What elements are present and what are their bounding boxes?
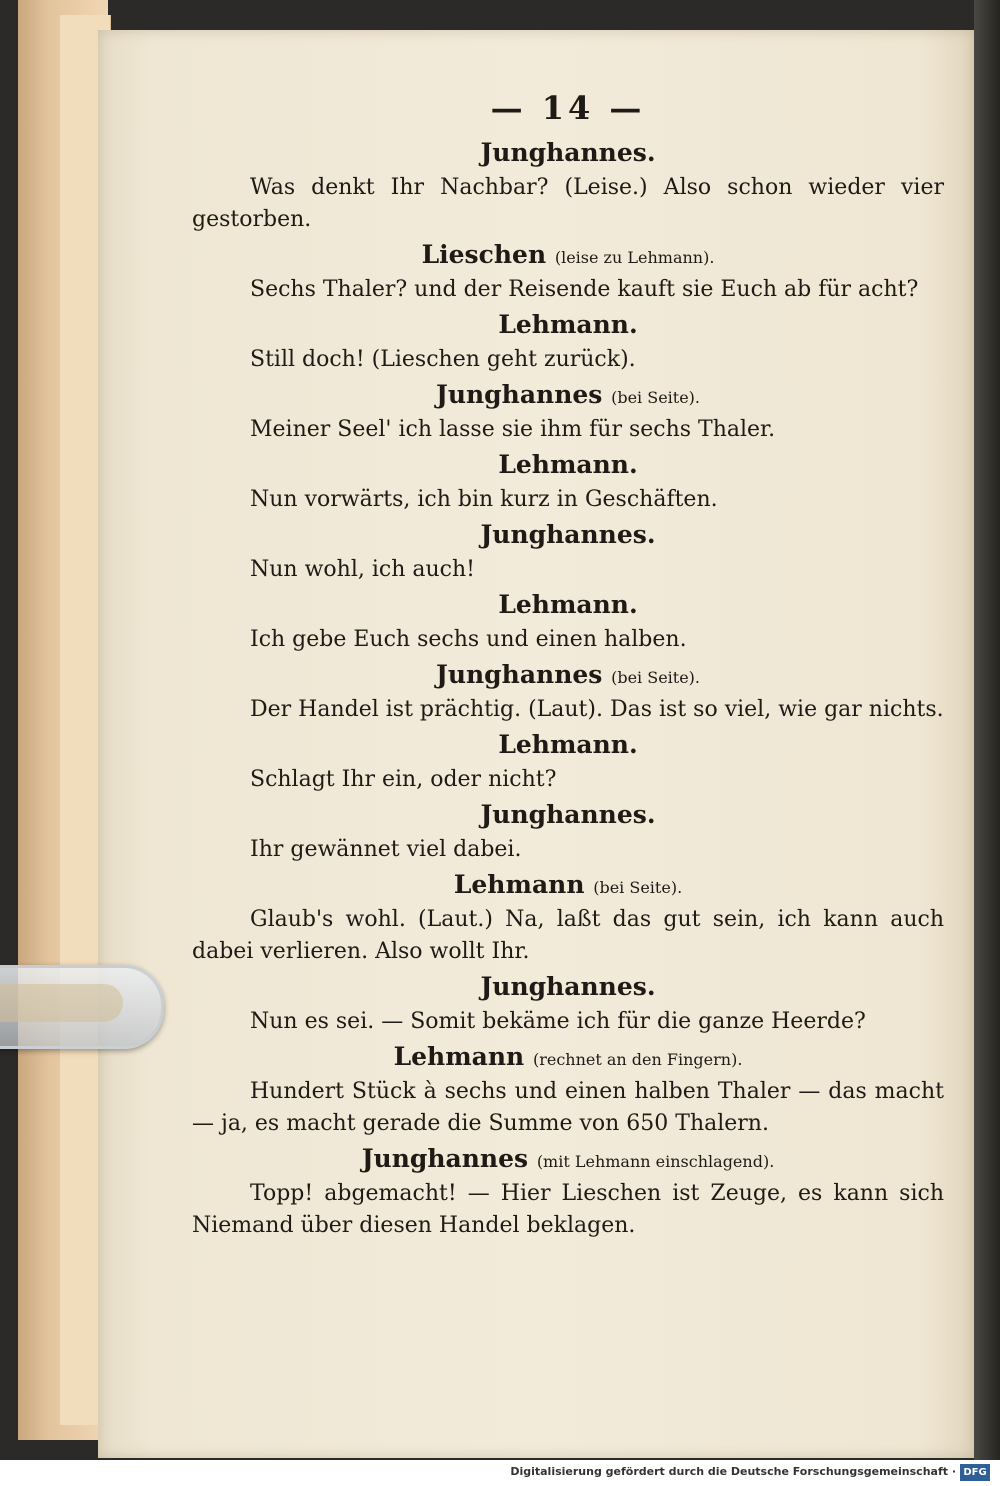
speaker-name: Junghannes [435,660,603,689]
paper-clip-inner [0,984,123,1022]
speaker-name: Junghannes. [480,972,656,1001]
speaker-heading [192,134,944,172]
stage-direction: (bei Seite). [593,878,683,897]
dialogue-line: Schlagt Ihr ein, oder nicht? [250,767,557,792]
dialogue-line: Was denkt Ihr Nachbar? (Leise.) Also schon wieder vier gestorben. [192,175,944,232]
dialogue-block [192,1140,944,1242]
dialogue-line: Meiner Seel' ich lasse sie ihm für sechs Thaler. [250,417,776,442]
dialogue-line: Ihr gewännet viel dabei. [250,837,522,862]
dialogue-block [192,376,944,446]
speaker-name: Lehmann. [498,730,638,759]
dialogue-block [192,796,944,866]
speaker-heading [192,866,944,904]
dialogue-line: Sechs Thaler? und der Reisende kauft sie Euch ab für acht? [250,277,919,302]
stage-direction: (leise zu Lehmann). [554,248,715,267]
speaker-heading [192,726,944,764]
speaker-heading [192,968,944,1006]
dialogue-block [192,134,944,236]
dialogue-block [192,1038,944,1140]
speaker-name: Junghannes. [480,800,656,829]
speaker-name: Junghannes. [480,138,656,167]
dialogue-line: Topp! abgemacht! — Hier Lieschen ist Zeuge, es kann sich Niemand über diesen Handel beklagen. [192,1181,944,1238]
dialogue-line: Glaub's wohl. (Laut.) Na, laßt das gut sein, ich kann auch dabei verlieren. Also wollt Ihr. [192,907,944,964]
dialogue-line: Nun es sei. — Somit bekäme ich für die ganze Heerde? [250,1009,866,1034]
speaker-heading [192,516,944,554]
footer-bar [0,1460,1000,1486]
speaker-heading [192,656,944,694]
dialogue-block [192,236,944,306]
dialogue-line: Nun vorwärts, ich bin kurz in Geschäften. [250,487,718,512]
speaker-name: Lehmann. [498,590,638,619]
dfg-logo: DFG [960,1464,990,1481]
speaker-heading [192,236,944,274]
speaker-name: Junghannes [361,1144,529,1173]
dialogue-block [192,656,944,726]
dialogue [192,134,944,1242]
speaker-name: Lehmann [453,870,585,899]
speaker-heading [192,1038,944,1076]
dialogue-line: Ich gebe Euch sechs und einen halben. [250,627,687,652]
speaker-heading [192,376,944,414]
stage-direction: (bei Seite). [611,388,701,407]
paper-clip [0,965,164,1049]
stage-direction: (rechnet an den Fingern). [532,1050,743,1069]
speaker-name: Lehmann [393,1042,525,1071]
dialogue-block [192,516,944,586]
dialogue-block [192,866,944,968]
dialogue-block [192,726,944,796]
speaker-name: Junghannes. [480,520,656,549]
speaker-name: Lieschen [421,240,547,269]
page-text [192,82,944,1242]
stage-direction: (bei Seite). [611,668,701,687]
dialogue-line: Hundert Stück à sechs und einen halben Thaler — das macht — ja, es macht gerade die Summe von 650 Thalern. [192,1079,944,1136]
dialogue-block [192,446,944,516]
speaker-name: Junghannes [435,380,603,409]
speaker-heading [192,446,944,484]
speaker-heading [192,586,944,624]
speaker-name: Lehmann. [498,450,638,479]
stage-direction: (mit Lehmann einschlagend). [536,1152,775,1171]
speaker-heading [192,796,944,834]
speaker-heading [192,1140,944,1178]
dialogue-line: Still doch! (Lieschen geht zurück). [250,347,636,372]
dialogue-line: Nun wohl, ich auch! [250,557,475,582]
dialogue-block [192,306,944,376]
speaker-name: Lehmann. [498,310,638,339]
footer-credit: Digitalisierung gefördert durch die Deutsche Forschungsgemeinschaft · [510,1465,956,1478]
dialogue-block [192,586,944,656]
scan-background-edge [974,0,1000,1460]
dialogue-line: Der Handel ist prächtig. (Laut). Das ist so viel, wie gar nichts. [250,697,944,722]
dialogue-block [192,968,944,1038]
page-number: — 14 — [490,89,646,127]
speaker-heading [192,306,944,344]
